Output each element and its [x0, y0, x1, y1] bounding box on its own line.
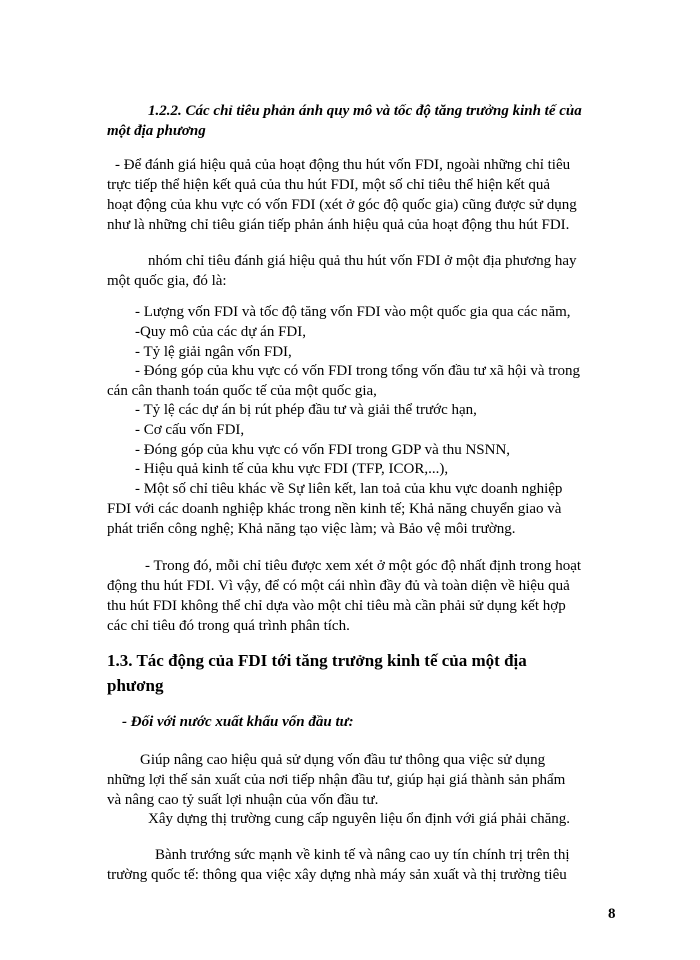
conclusion-line-2: động thu hút FDI. Vì vậy, để có một cái nhìn đầy đủ và toàn diện về hiệu quả: [107, 578, 570, 594]
bullet-item: - Lượng vốn FDI và tốc độ tăng vốn FDI vào một quốc gia qua các năm,: [135, 304, 571, 320]
bullet-item: - Một số chỉ tiêu khác về Sự liên kết, lan toả của khu vực doanh nghiệp: [135, 481, 563, 497]
intro-line-1: - Để đánh giá hiệu quả của hoạt động thu hút vốn FDI, ngoài những chỉ tiêu: [115, 157, 571, 173]
expand-line-2: trường quốc tế: thông qua việc xây dựng nhà máy sản xuất và thị trường tiêu: [107, 867, 567, 883]
section-13-heading-line2: phương: [107, 676, 164, 695]
section-122-heading-line1: 1.2.2. Các chỉ tiêu phản ánh quy mô và tốc độ tăng trưởng kinh tế của: [148, 103, 582, 119]
bullet-item: - Tỷ lệ các dự án bị rút phép đầu tư và giải thể trước hạn,: [135, 402, 477, 418]
bullet-continuation: phát triển công nghệ; Khả năng tạo việc làm; và Bảo vệ môi trường.: [107, 521, 516, 537]
conclusion-line-4: các chỉ tiêu đó trong quá trình phân tích.: [107, 618, 350, 634]
conclusion-line-1: - Trong đó, mỗi chỉ tiêu được xem xét ở một góc độ nhất định trong hoạt: [145, 558, 582, 574]
benefit-line-3: và nâng cao tỷ suất lợi nhuận của vốn đầu tư.: [107, 792, 379, 808]
intro-line-3: hoạt động của khu vực có vốn FDI (xét ở góc độ quốc gia) cũng được sử dụng: [107, 197, 577, 213]
bullet-continuation: FDI với các doanh nghiệp khác trong nền kinh tế; Khả năng chuyển giao và: [107, 501, 562, 517]
section-122-heading-line2: một địa phương: [107, 123, 206, 139]
market-line: Xây dựng thị trường cung cấp nguyên liệu ổn định với giá phải chăng.: [148, 811, 571, 827]
benefit-line-1: Giúp nâng cao hiệu quả sử dụng vốn đầu tư thông qua việc sử dụng: [140, 752, 546, 768]
group-line-1: nhóm chỉ tiêu đánh giá hiệu quả thu hút vốn FDI ở một địa phương hay: [148, 253, 577, 269]
intro-line-2: trực tiếp thể hiện kết quả của thu hút FDI, một số chỉ tiêu thể hiện kết quả: [107, 177, 551, 193]
page-number: 8: [608, 906, 616, 922]
bullet-item: - Hiệu quả kinh tế của khu vực FDI (TFP, ICOR,...),: [135, 461, 449, 477]
section-13-heading-line1: 1.3. Tác động của FDI tới tăng trưởng kinh tế của một địa: [107, 651, 527, 670]
bullet-item: -Quy mô của các dự án FDI,: [135, 324, 306, 340]
bullet-item: - Tỷ lệ giải ngân vốn FDI,: [135, 344, 292, 360]
conclusion-line-3: thu hút FDI không thể chỉ dựa vào một chỉ tiêu mà cần phải sử dụng kết hợp: [107, 598, 566, 614]
bullet-continuation: cán cân thanh toán quốc tế của một quốc gia,: [107, 383, 377, 399]
subheading-exporting-country: - Đối với nước xuất khẩu vốn đầu tư:: [122, 714, 354, 730]
benefit-line-2: những lợi thế sản xuất của nơi tiếp nhận đầu tư, giúp hại giá thành sản phẩm: [107, 772, 566, 788]
group-line-2: một quốc gia, đó là:: [107, 273, 227, 289]
expand-line-1: Bành trướng sức mạnh về kinh tế và nâng cao uy tín chính trị trên thị: [155, 847, 570, 863]
bullet-item: - Cơ cấu vốn FDI,: [135, 422, 245, 438]
bullet-item: - Đóng góp của khu vực có vốn FDI trong tổng vốn đầu tư xã hội và trong: [135, 363, 580, 379]
bullet-item: - Đóng góp của khu vực có vốn FDI trong GDP và thu NSNN,: [135, 442, 511, 458]
intro-line-4: như là những chỉ tiêu gián tiếp phản ánh hiệu quả của hoạt động thu hút FDI.: [107, 217, 570, 233]
